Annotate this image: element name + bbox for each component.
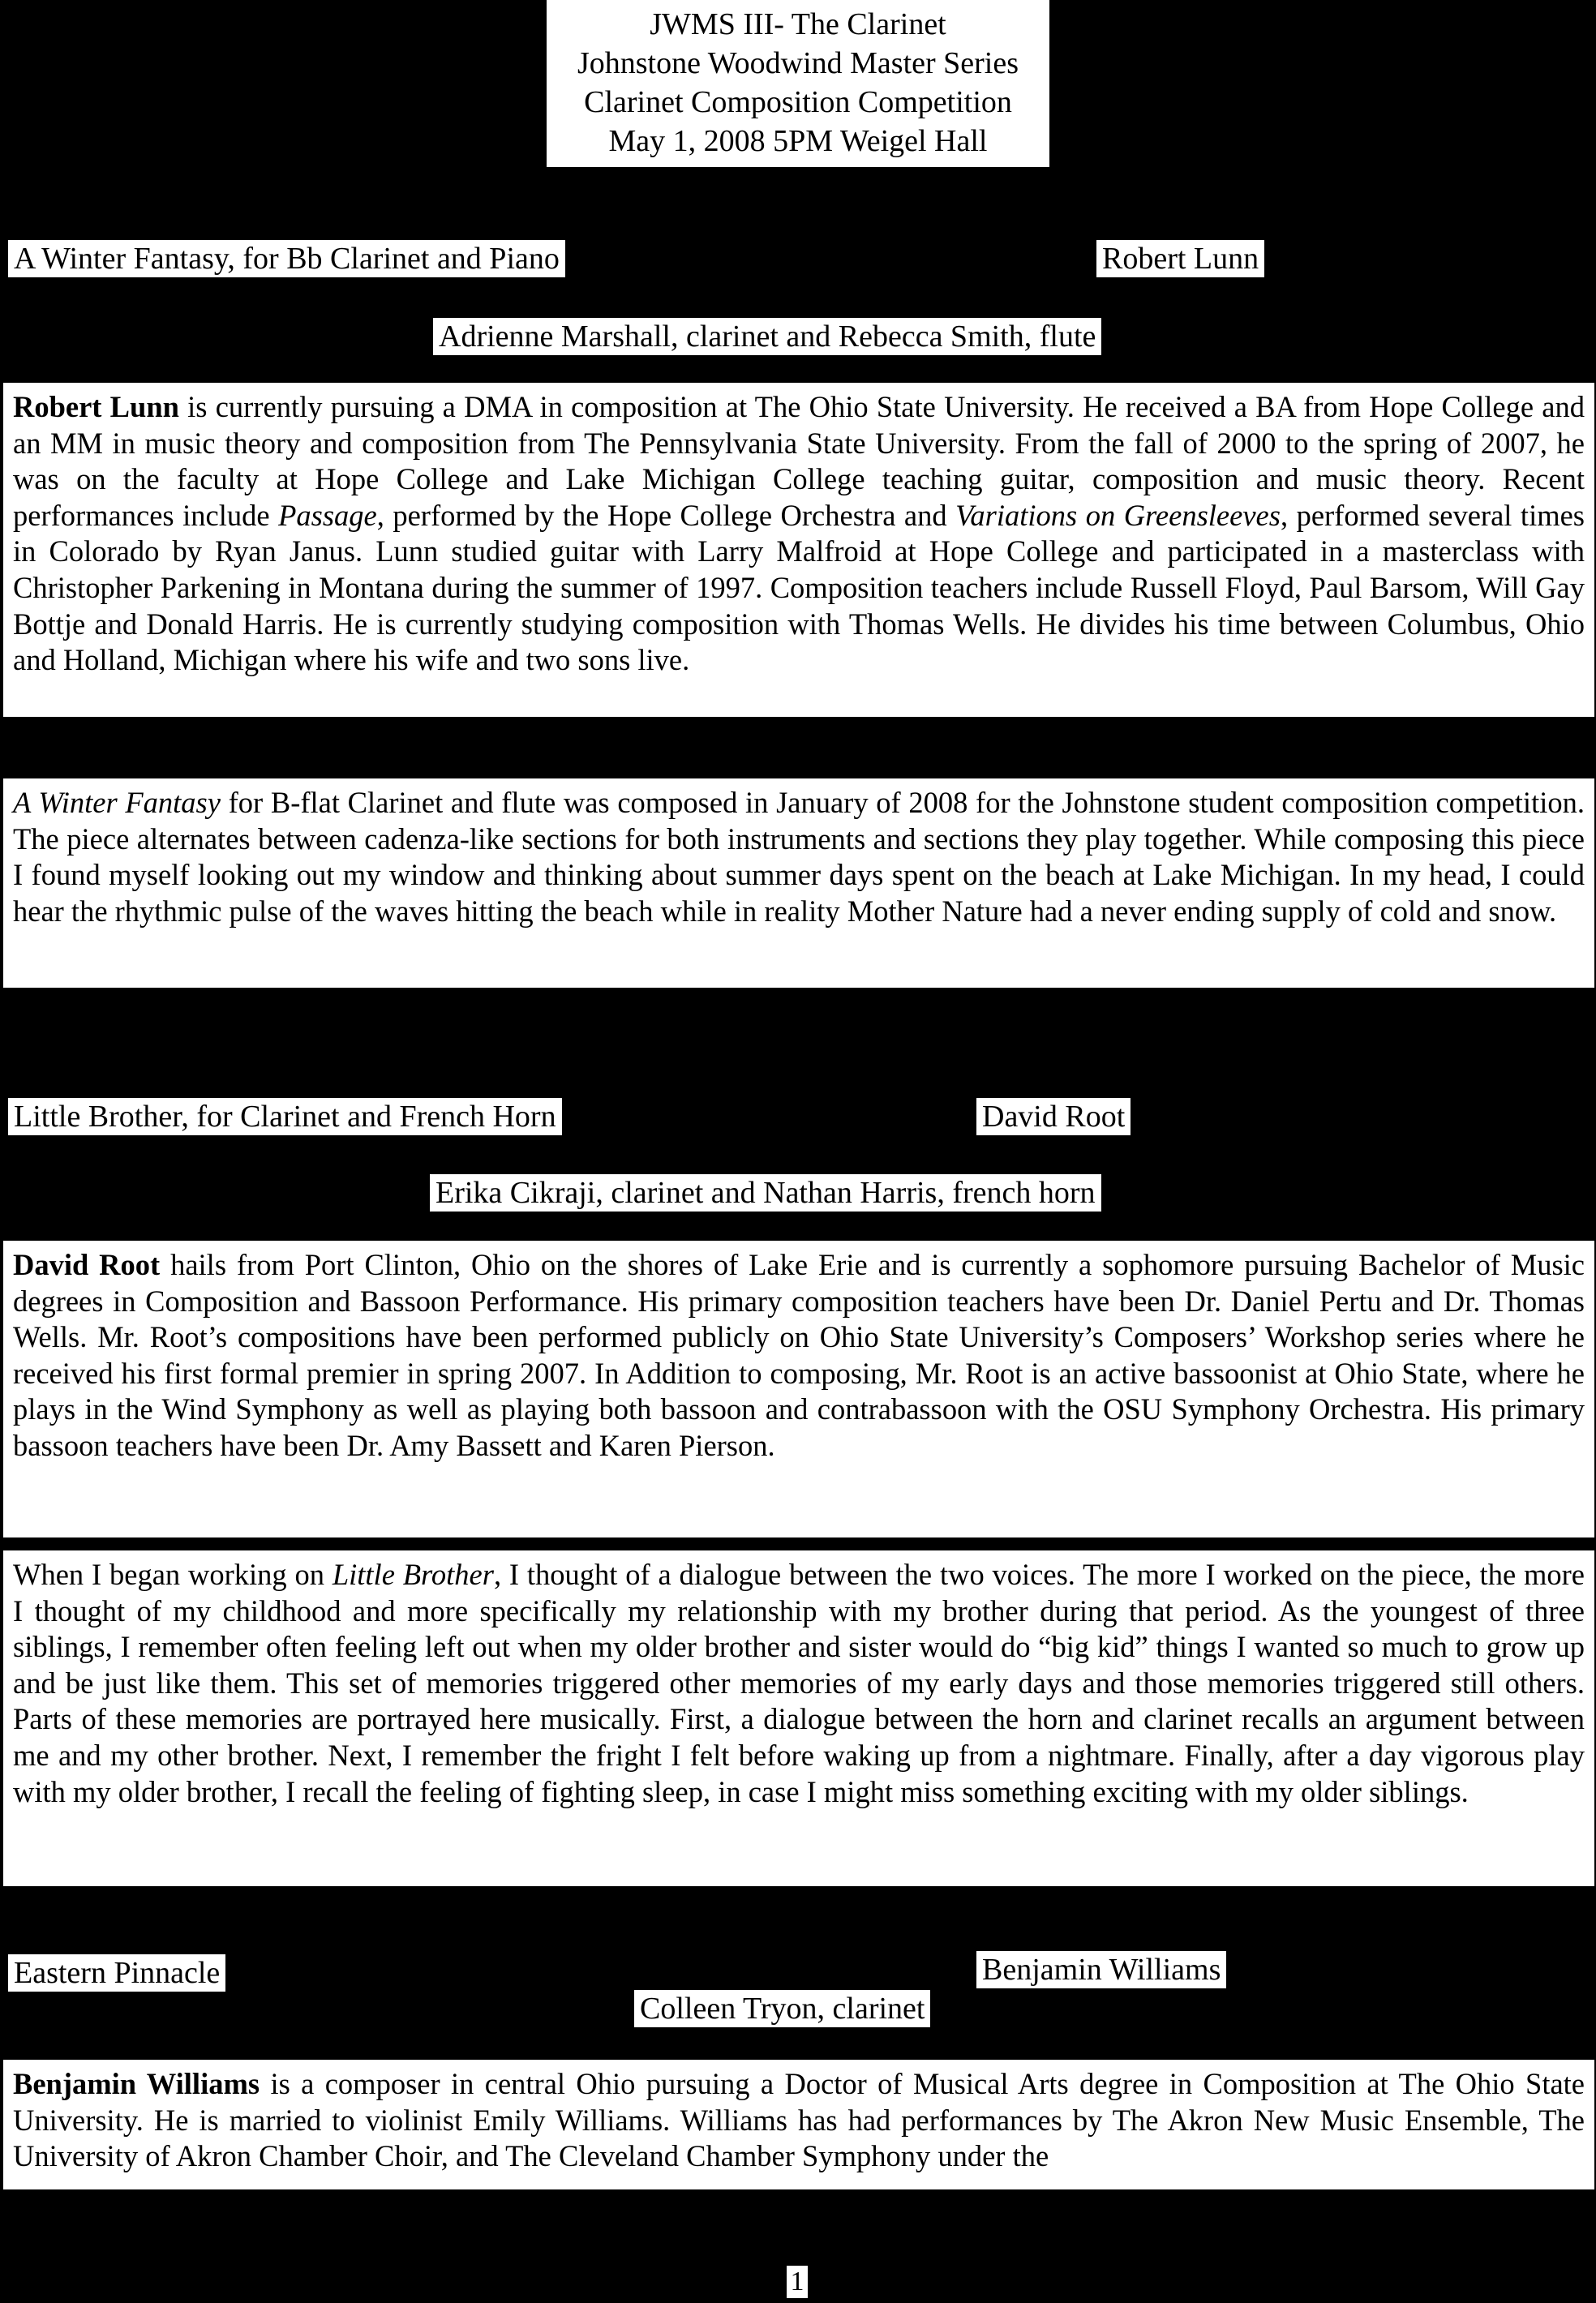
piece-2-note-work: Little Brother: [332, 1558, 494, 1591]
piece-3-bio: [3, 2060, 1594, 2189]
piece-1-program-note: [3, 778, 1594, 988]
piece-1-composer: Robert Lunn: [1095, 238, 1266, 279]
piece-1-note-work: A Winter Fantasy: [13, 786, 221, 819]
piece-2-note-text-1: When I began working on: [13, 1558, 332, 1591]
piece-1-performers: Adrienne Marshall, clarinet and Rebecca Smith, flute: [431, 316, 1103, 357]
piece-1-bio-work-2: Variations on Greensleeves: [955, 498, 1281, 532]
piece-1-bio-name: Robert Lunn: [13, 390, 179, 423]
piece-2-bio: [3, 1241, 1594, 1537]
program-header: [547, 0, 1049, 167]
piece-1-bio-text: is currently pursuing a DMA in composition at The Ohio State University. He received a BA from Hope College and an MM in music theory and composition from The Pennsylvania State University. From the fall of 2000 to the spring of 2007, he was on the faculty at Hope College and Lake Michigan College teaching guitar, composition and music theory. Recent performances include: [13, 390, 1585, 532]
piece-3-bio-name: Benjamin Williams: [13, 2067, 260, 2100]
piece-2-composer: David Root: [975, 1096, 1132, 1137]
piece-2-bio-name: David Root: [13, 1248, 161, 1281]
piece-3-bio-text: is a composer in central Ohio pursuing a Doctor of Musical Arts degree in Composition at The Ohio State University. He is married to violinist Emily Williams. Williams has had performances by The Akron New Music Ensemble, The University of Akron Chamber Choir, and The Cleveland Chamber Symphony under the: [13, 2067, 1585, 2173]
piece-1-title: A Winter Fantasy, for Bb Clarinet and Piano: [6, 238, 567, 279]
piece-2-bio-text: hails from Port Clinton, Ohio on the shores of Lake Erie and is currently a sophomore pursuing Bachelor of Music degrees in Composition and Bassoon Performance. His primary composition teachers have been Dr. Daniel Pertu and Dr. Thomas Wells. Mr. Root’s compositions have been performed publicly on Ohio State University’s Composers’ Workshop series where he received his first formal premier in spring 2007. In Addition to composing, Mr. Root is an active bassoonist at Ohio State, where he plays in the Wind Symphony as well as playing both bassoon and contrabassoon with the OSU Symphony Orchestra. His primary bassoon teachers have been Dr. Amy Bassett and Karen Pierson.: [13, 1248, 1585, 1462]
piece-3-title: Eastern Pinnacle: [6, 1953, 227, 1993]
piece-1-bio-text-3: , performed several times in Colorado by Ryan Janus. Lunn studied guitar with Larry Malfroid at Hope College and participated in a masterclass with Christopher Parkening in Montana during the summer of 1997. Composition teachers include Russell Floyd, Paul Barsom, Will Gay Bottje and Donald Harris. He is currently studying composition with Thomas Wells. He divides his time between Columbus, Ohio and Holland, Michigan where his wife and two sons live.: [13, 498, 1585, 677]
page-number: 1: [787, 2266, 808, 2298]
header-line-3: Clarinet Composition Competition: [584, 85, 1012, 119]
piece-1-note-text: for B-flat Clarinet and flute was composed in January of 2008 for the Johnstone student composition competition. The piece alternates between cadenza-like sections for both instruments and sections they play together. While composing this piece I found myself looking out my window and thinking about summer days spent on the beach at Lake Michigan. In my head, I could hear the rhythmic pulse of the waves hitting the beach while in reality Mother Nature had a never ending supply of cold and snow.: [13, 786, 1585, 928]
piece-1-bio-text-2: , performed by the Hope College Orchestra and: [376, 498, 956, 532]
header-line-2: Johnstone Woodwind Master Series: [577, 46, 1019, 80]
piece-3-performers: Colleen Tryon, clarinet: [633, 1988, 932, 2029]
header-line-1: JWMS III- The Clarinet: [650, 7, 946, 41]
piece-2-title: Little Brother, for Clarinet and French Horn: [6, 1096, 564, 1137]
piece-2-note-text-2: , I thought of a dialogue between the two voices. The more I worked on the piece, the more I thought of my childhood and more specifically my relationship with my brother during that period. As the youngest of three siblings, I remember often feeling left out when my older brother and sister would do “big kid” things I wanted so much to grow up and be just like them. This set of memories triggered other memories of my early days and those memories triggered still others. Parts of these memories are portrayed here musically. First, a dialogue between the horn and clarinet recalls an argument between me and my other brother. Next, I remember the fright I felt before waking up from a nightmare. Finally, after a day vigorous play with my older brother, I recall the feeling of fighting sleep, in case I might miss something exciting with my older siblings.: [13, 1558, 1585, 1808]
piece-2-performers: Erika Cikraji, clarinet and Nathan Harris, french horn: [428, 1173, 1103, 1213]
piece-1-bio: [3, 383, 1594, 717]
piece-1-bio-work-1: Passage: [278, 498, 377, 532]
header-line-4: May 1, 2008 5PM Weigel Hall: [608, 124, 988, 158]
piece-3-composer: Benjamin Williams: [975, 1949, 1228, 1990]
piece-2-program-note: [3, 1550, 1594, 1886]
